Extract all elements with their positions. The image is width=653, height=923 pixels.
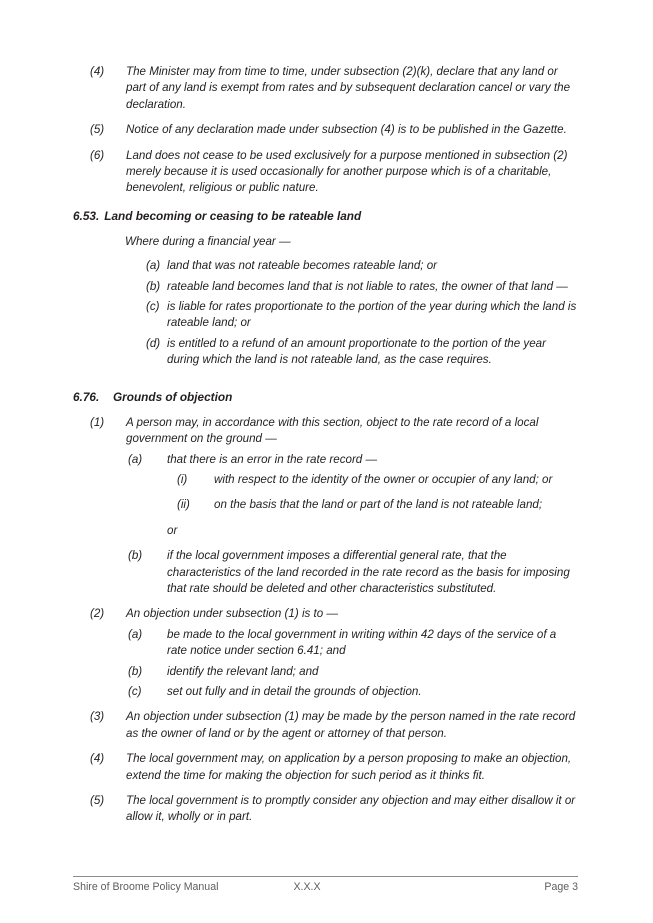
clause-marker: (d): [146, 336, 161, 350]
clause-marker: (c): [128, 684, 142, 698]
clause-text: identify the relevant land; and: [167, 664, 319, 678]
clause-marker: (3): [90, 710, 105, 724]
section-title: Grounds of objection: [113, 389, 233, 404]
clause-text: if the local government imposes a differential general rate, that the characteristics of the land recorded in the rate record as the basis for imposing that rate should be deleted and other characteristics substituted.: [167, 549, 570, 595]
footer-page-number: Page 3: [544, 881, 578, 893]
section-number: 6.53.: [73, 208, 100, 223]
clause-6-76-1-a-i: [177, 472, 578, 488]
clause-marker: (b): [128, 549, 143, 563]
clause-6-76-5: [90, 793, 578, 826]
clause-marker: (c): [146, 300, 160, 314]
clause-marker: (ii): [177, 498, 190, 512]
clause-6-53-c: [146, 299, 578, 332]
clause-marker: (2): [90, 607, 105, 621]
clause-marker: (6): [90, 148, 105, 162]
section-number: 6.76.: [73, 389, 100, 404]
footer-reference-code: X.X.X: [293, 881, 321, 893]
clause-6-53-d: [146, 336, 578, 369]
clause-6-76-1-b: [128, 548, 578, 597]
clause-text: Land does not cease to be used exclusively for a purpose mentioned in subsection (2) merely because it is used occasionally for another purpose which is of a charitable, benevolent, religious or public nature.: [126, 148, 568, 195]
clause-marker: (a): [128, 627, 143, 641]
clause-marker: (a): [128, 452, 143, 466]
clause-marker: (5): [90, 794, 105, 807]
clause-6-76-1-a: [128, 452, 578, 468]
clause-text: that there is an error in the rate record —: [167, 452, 378, 466]
clause-6: [90, 148, 578, 197]
clause-connector-or: or: [167, 523, 178, 537]
clause-text: is entitled to a refund of an amount proportionate to the portion of the year during which the land is not rateable land, as the case requires.: [167, 336, 546, 367]
section-title: Land becoming or ceasing to be rateable land: [104, 208, 362, 223]
clause-6-76-2-b: [128, 664, 578, 680]
clause-4: [90, 64, 578, 113]
clause-marker: (b): [128, 664, 143, 678]
clause-6-76-1-a-ii: [177, 497, 578, 513]
clause-6-76-4: [90, 751, 578, 784]
section-heading-6-53: [73, 208, 578, 224]
clause-text: land that was not rateable becomes rateable land; or: [167, 259, 438, 273]
clause-text: An objection under subsection (1) is to —: [126, 607, 339, 621]
clause-text: set out fully and in detail the grounds of objection.: [167, 684, 422, 698]
clause-marker: (i): [177, 472, 188, 486]
document-body: [73, 64, 578, 835]
clause-marker: (b): [146, 279, 161, 293]
section-6-53-lead: Where during a financial year —: [125, 234, 291, 248]
clause-text: with respect to the identity of the owner or occupier of any land; or: [214, 472, 553, 486]
clause-text: A person may, in accordance with this section, object to the rate record of a local government on the ground —: [126, 415, 539, 446]
clause-text: The local government is to promptly consider any objection and may either disallow it or allow it, wholly or in part.: [126, 794, 576, 824]
clause-marker: (5): [90, 123, 105, 137]
clause-text: is liable for rates proportionate to the portion of the year during which the land is rateable land; or: [167, 300, 577, 330]
clause-6-53-b: [146, 279, 578, 295]
clause-text: rateable land becomes land that is not liable to rates, the owner of that land —: [167, 279, 568, 293]
clause-text: The local government may, on application by a person proposing to make an objection, extend the time for making the objection for such period as it thinks fit.: [126, 752, 572, 782]
clause-text: on the basis that the land or part of the land is not rateable land;: [214, 498, 543, 512]
clause-6-76-1: [90, 415, 578, 448]
clause-6-53-a: [146, 258, 578, 274]
footer-document-title: Shire of Broome Policy Manual: [73, 881, 219, 893]
clause-marker: (a): [146, 259, 161, 273]
clause-6-76-2-c: [128, 684, 578, 700]
clause-text: Notice of any declaration made under subsection (4) is to be published in the Gazette.: [126, 123, 567, 137]
clause-6-76-2-a: [128, 627, 578, 660]
page-footer: [73, 876, 578, 893]
clause-6-76-3: [90, 709, 578, 742]
clause-marker: (4): [90, 752, 105, 766]
clause-text: The Minister may from time to time, under subsection (2)(k), declare that any land or part of any land is exempt from rates and by subsequent declaration cancel or vary the declaration.: [126, 65, 571, 111]
clause-6-76-2: [90, 606, 578, 622]
clause-marker: (1): [90, 415, 105, 429]
section-spacer: [73, 373, 578, 378]
clause-marker: (4): [90, 65, 105, 78]
clause-text: be made to the local government in writing within 42 days of the service of a rate notice under section 6.41; and: [167, 627, 557, 658]
section-heading-6-76: [73, 389, 578, 405]
clause-text: An objection under subsection (1) may be made by the person named in the rate record as the owner of land or by the agent or attorney of that person.: [126, 710, 576, 740]
clause-5: [90, 122, 578, 138]
